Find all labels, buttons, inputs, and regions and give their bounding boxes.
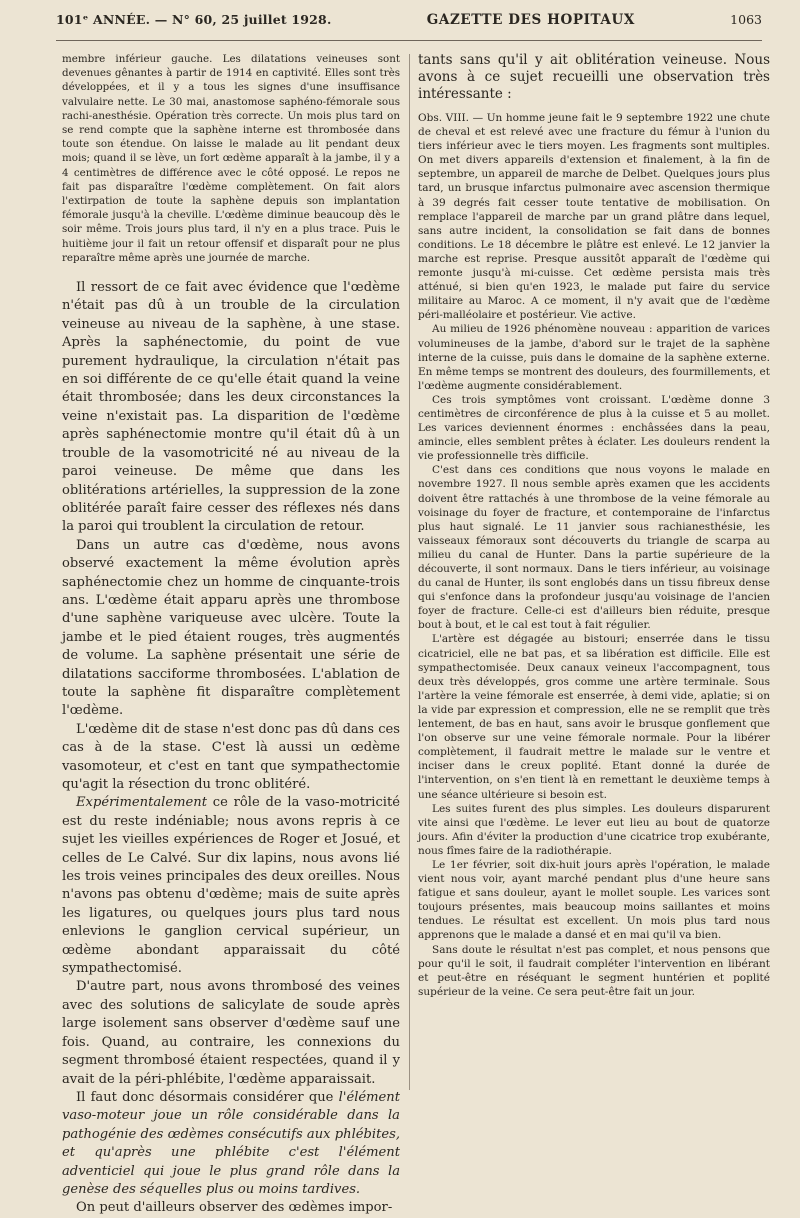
left-column xyxy=(62,52,400,1216)
header-rule xyxy=(56,40,762,41)
paragraph xyxy=(62,794,400,978)
italic-conclusion: l'élément vaso-moteur joue un rôle considérable dans la pathogénie des œdèmes consécutifs aux phlébites, et qu'après une phlébite c'est l'élément adventiciel qui joue le plus grand rôle dans la genèse des séquelles plus ou moins tardives. xyxy=(62,1089,400,1197)
issue-info: 101ᵉ ANNÉE. — N° 60, 25 juillet 1928. xyxy=(56,12,332,27)
paragraph-text: ce rôle de la vaso-motricité est du reste indéniable; nous avons repris à ce sujet les vieilles expériences de Roger et Josué, et celles de Le Calvé. Sur dix lapins, nous avons lié les trois veines principales des deux oreilles. Nous n'avons pas obtenu d'œdème; mais de suite après les ligatures, ou quelques jours plus tard nous enlevions le ganglion cervical supérieur, un œdème abondant apparaissait du côté sympathectomisé. xyxy=(62,795,400,977)
paragraph: Au milieu de 1926 phénomène nouveau : apparition de varices volumineuses de la jambe, d'abord sur le trajet de la saphène interne de la cuisse, puis dans le domaine de la saphène externe. En même temps se montrent des douleurs, des fourmillements, et l'œdème augmente considérablement. xyxy=(418,323,770,392)
paragraph: Dans un autre cas d'œdème, nous avons observé exactement la même évolution après saphénectomie chez un homme de cinquante-trois ans. L'œdème était apparu après une thrombose d'une saphène variqueuse avec ulcère. Toute la jambe et le pied étaient rouges, très augmentés de volume. La saphène présentait une série de dilatations sacciforme thrombosées. L'ablation de toute la saphène fit disparaître complètement l'œdème. xyxy=(62,537,400,719)
paragraph: Le 1er février, soit dix-huit jours après l'opération, le malade vient nous voir, ayant marché pendant plus d'une heure sans fatigue et sans douleur, ayant le mollet souple. Les varices sont toujours présentes, mais beaucoup moins saillantes et moins tendues. Le résultat est excellent. Un mois plus tard nous apprenons que le malade a dansé et en mai qu'il va bien. xyxy=(418,858,770,942)
case-continuation xyxy=(62,52,400,265)
paragraph-text: — Un homme jeune fait le 9 septembre 1922 une chute de cheval et est relevé avec une fracture du fémur à l'union du tiers inférieur avec le tiers moyen. Les fragments sont multiples. On met divers appareils d'extension et finalement, à la fin de septembre, un appareil de marche de Delbet. Quelques jours plus tard, un brusque infarctus pulmonaire avec ascension thermique à 39 degrés fait cesser toute tentative de mobilisation. On remplace l'appareil de marche par un grand plâtre dans lequel, sans autre incident, la consolidation se fait dans de bonnes conditions. Le 18 décembre le plâtre est enlevé. Le 12 janvier la marche est reprise. Presque aussitôt apparaît de l'œdème qui remonte jusqu'à mi-cuisse. Cet œdème persista mais très atténué, si bien qu'en 1923, le malade put faire du service militaire au Maroc. A ce moment, il n'y avait que de l'œdème péri-malléolaire et postérieur. Vie active. xyxy=(418,112,770,322)
paragraph: L'œdème dit de stase n'est donc pas dû dans ces cas à de la stase. C'est là aussi un œdème vasomoteur, et c'est en tant que sympathectomie qu'agit la résection du tronc oblitéré. xyxy=(62,721,400,793)
case-text: membre inférieur gauche. Les dilatations veineuses sont devenues gênantes à partir de 1914 en captivité. Elles sont très développées, et il y a tous les signes d'une insuffisance valvulaire nette. Le 30 mai, anastomose saphéno-fémorale sous rachi-anesthésie. Opération très correcte. Un mois plus tard on se rend compte que la saphène interne est thrombosée dans toute son étendue. On laisse le malade au lit pendant deux mois; quand il se lève, un fort œdème apparaît à la jambe, il y a 4 centimètres de différence avec le côté opposé. Le repos ne fait pas disparaître l'œdème complètement. On fait alors l'extirpation de toute la saphène depuis son implantation fémorale jusqu'à la cheville. L'œdème diminue beaucoup dès le soir même. Trois jours plus tard, il n'y en a plus trace. Puis le huitième jour il fait un retour offensif et disparaît pour ne plus reparaître même après une journée de marche. xyxy=(62,53,400,264)
column-separator xyxy=(409,54,410,1090)
journal-title: GAZETTE DES HOPITAUX xyxy=(426,12,635,28)
observation-label: Obs. VIII. xyxy=(418,112,470,124)
lead-text: tants sans qu'il y ait oblitération veineuse. Nous avons à ce sujet recueilli une observation très intéressante : xyxy=(418,52,770,102)
right-column xyxy=(418,52,770,1094)
paragraph-text: Il faut donc désormais considérer que xyxy=(76,1089,339,1105)
observation xyxy=(418,111,770,999)
paragraph: Il ressort de ce fait avec évidence que l'œdème n'était pas dû à un trouble de la circulation veineuse au niveau de la saphène, à une stase. Après la saphénectomie, du point de vue purement hydraulique, la circulation n'était pas en soi différente de ce qu'elle était quand la veine était thrombosée; dans les deux circonstances la veine n'existait pas. La disparition de l'œdème après saphénectomie montre qu'il était dû à un trouble de la vasomotricité né au niveau de la paroi veineuse. De même que dans les oblitérations artérielles, la suppression de la zone oblitérée paraît faire cesser des réflexes nés dans la paroi qui troublent la circulation de retour. xyxy=(62,280,400,535)
discussion xyxy=(62,279,400,1218)
paragraph xyxy=(62,1089,400,1199)
italic-term: Expérimentalement xyxy=(76,795,207,811)
paragraph: Sans doute le résultat n'est pas complet, et nous pensons que pour qu'il le soit, il faudrait compléter l'intervention en libérant et peut-être en réséquant le segment huntérien et poplité supérieur de la veine. Ce sera peut-être fait un jour. xyxy=(418,943,770,998)
page-number: 1063 xyxy=(730,12,762,27)
running-header xyxy=(56,12,762,34)
paragraph: Les suites furent des plus simples. Les douleurs disparurent vite ainsi que l'œdème. Le lever eut lieu au bout de quatorze jours. Afin d'éviter la production d'une cicatrice trop exubérante, nous fîmes faire de la radiothérapie. xyxy=(418,802,770,857)
paragraph: L'artère est dégagée au bistouri; enserrée dans le tissu cicatriciel, elle ne bat pas, et sa libération est difficile. Elle est sympathectomisée. Deux canaux veineux l'accompagnent, tous deux très développés, gros comme une artère terminale. Sous l'artère la veine fémorale est enserrée, à demi vide, aplatie; si on la vide par expression et compression, elle ne se remplit que très lentement, de bas en haut, sans avoir le brusque gonflement que l'on observe sur une veine fémorale normale. Pour la libérer complètement, il faudrait mettre le malade sur le ventre et inciser dans le creux poplité. Etant donné la durée de l'intervention, on s'en tient là en remettant le deuxième temps à une séance ultérieure si besoin est. xyxy=(418,633,770,801)
paragraph xyxy=(418,111,770,322)
paragraph: On peut d'ailleurs observer des œdèmes impor- xyxy=(76,1200,393,1216)
paragraph: D'autre part, nous avons thrombosé des veines avec des solutions de salicylate de soude après large isolement sans observer d'œdème sauf une fois. Quand, au contraire, les connexions du segment thrombosé étaient respectées, quand il y avait de la péri-phlébite, l'œdème apparaissait. xyxy=(62,979,400,1087)
paragraph: Ces trois symptômes vont croissant. L'œdème donne 3 centimètres de circonférence de plus à la cuisse et 5 au mollet. Les varices deviennent énormes : enchâssées dans la peau, amincie, elles semblent prêtes à éclater. Les douleurs rendent la vie professionnelle très difficile. xyxy=(418,393,770,463)
paragraph: C'est dans ces conditions que nous voyons le malade en novembre 1927. Il nous semble après examen que les accidents doivent être rattachés à une thrombose de la veine fémorale au voisinage du foyer de fracture, et contemporaine de l'infarctus plus haut signalé. Le 11 janvier sous rachianesthésie, les vaisseaux fémoraux sont découverts du triangle de scarpa au milieu du canal de Hunter. Dans la partie supérieure de la découverte, il sont normaux. Dans le tiers inférieur, au voisinage du canal de Hunter, ils sont englobés dans un tissu fibreux dense qui s'enfonce dans la profondeur jusqu'au voisinage de l'ancien foyer de fracture. Celle-ci est d'ailleurs bien réduite, presque bout à bout, et le cal est tout à fait régulier. xyxy=(418,464,770,632)
